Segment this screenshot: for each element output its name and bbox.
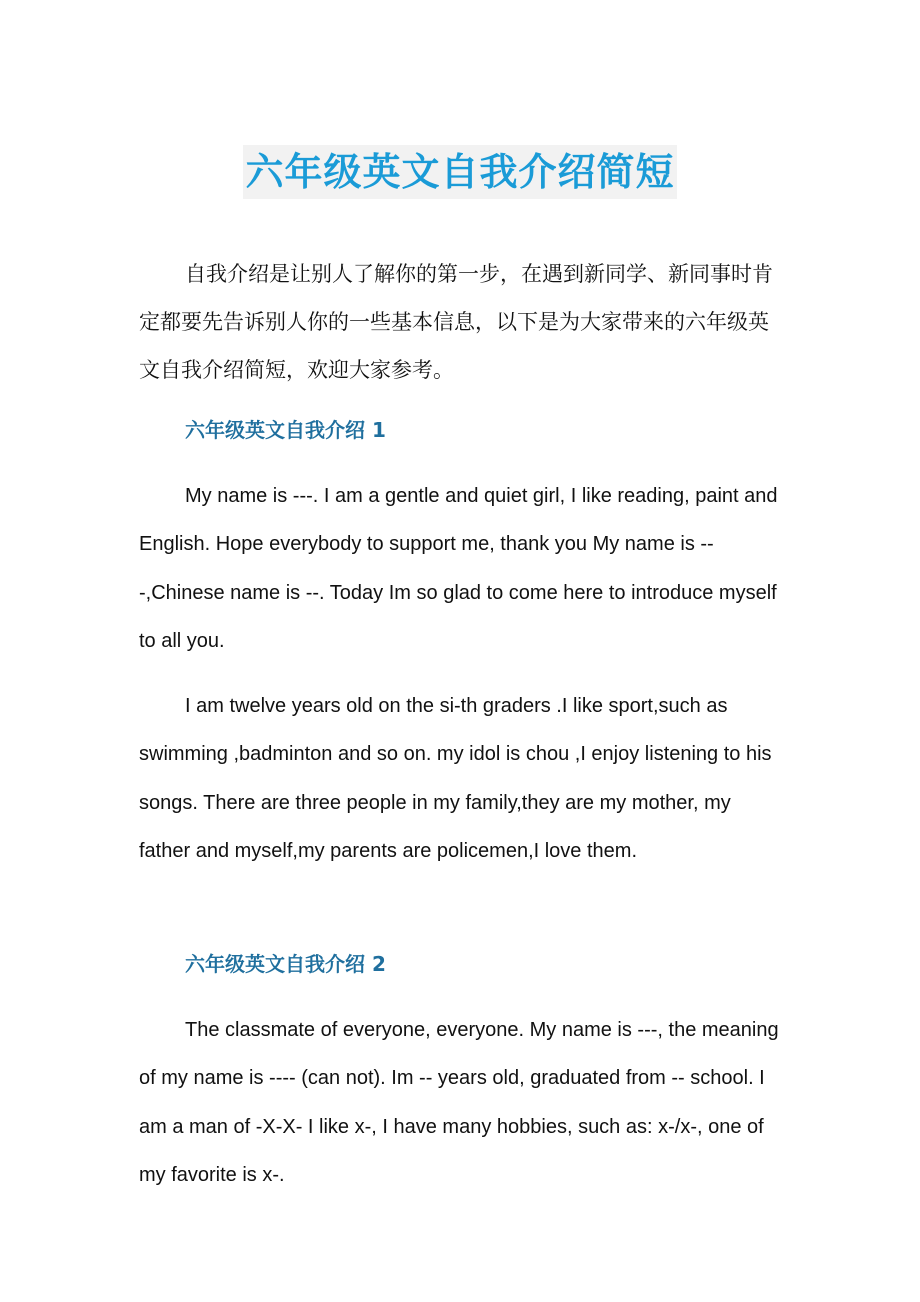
section-1-paragraph-1: My name is ---. I am a gentle and quiet girl, I like reading, paint and English. Hope everybody to support me, thank you My name is ---,Chinese name is --. Today Im so glad to come here to introduce myself to all you.	[139, 485, 778, 652]
page-title: 六年级英文自我介绍简短	[243, 145, 676, 199]
title-container	[0, 120, 920, 225]
section-1-paragraph-2: I am twelve years old on the si-th graders .I like sport,such as swimming ,badminton and so on. my idol is chou ,I enjoy listening to his songs. There are three people in my family,they are my mother, my father and myself,my parents are policemen,I love them.	[139, 695, 772, 862]
section-2-paragraph-1: The classmate of everyone, everyone. My name is ---, the meaning of my name is ---- (can not). Im -- years old, graduated from -- school. I am a man of -X-X- I like x-, I have many hobbies, such as: x-/x-, one of my favorite is x-.	[139, 1019, 779, 1186]
intro-paragraph: 自我介绍是让别人了解你的第一步，在遇到新同学、新同事时肯定都要先告诉别人你的一些基本信息，以下是为大家带来的六年级英文自我介绍简短，欢迎大家参考。	[139, 262, 773, 382]
section-heading-2: 六年级英文自我介绍 2	[185, 952, 386, 976]
section-heading-1: 六年级英文自我介绍 1	[185, 418, 386, 442]
